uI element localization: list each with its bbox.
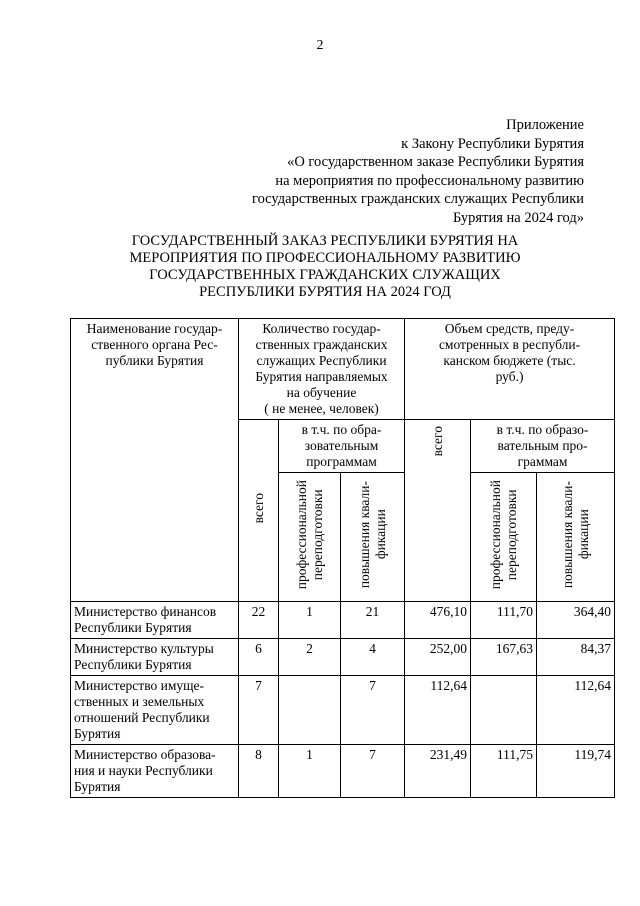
count-total: 6 (239, 639, 279, 676)
subheader-including-budget: в т.ч. по образо- вательным про- граммам (471, 420, 615, 473)
count-total: 7 (239, 676, 279, 745)
org-name: Министерство финансов Республики Бурятия (71, 602, 239, 639)
count-total: 22 (239, 602, 279, 639)
count-retraining: 1 (279, 745, 341, 798)
budget-qualification: 119,74 (537, 745, 615, 798)
table-row (71, 676, 615, 745)
title-line: РЕСПУБЛИКИ БУРЯТИЯ НА 2024 ГОД (199, 284, 451, 300)
budget-total: 112,64 (405, 676, 471, 745)
appendix-line: государственных гражданских служащих Республики (251, 191, 584, 207)
col-budget-retraining-text: профессиональной переподготовки (487, 480, 519, 590)
subheader-budget-total (405, 420, 471, 602)
table-row (71, 639, 615, 676)
appendix-line: «О государственном заказе Республики Бурятия (287, 154, 584, 170)
budget-total: 476,10 (405, 602, 471, 639)
budget-total: 252,00 (405, 639, 471, 676)
appendix-line: на мероприятия по профессиональному развитию (275, 172, 584, 189)
state-order-table (70, 318, 615, 798)
org-name: Министерство культуры Республики Бурятия (71, 639, 239, 676)
title-line: МЕРОПРИЯТИЯ ПО ПРОФЕССИОНАЛЬНОМУ РАЗВИТИЮ (129, 250, 521, 266)
budget-qualification: 364,40 (537, 602, 615, 639)
header-count: Количество государ- ственных гражданских служащих Республики Бурятия направляемых на обучение ( не менее, человек) (239, 319, 405, 420)
subheader-budget-total-text: всего (429, 426, 445, 457)
table-row (71, 745, 615, 798)
col-budget-qualification (537, 473, 615, 602)
title-line: ГОСУДАРСТВЕННЫХ ГРАЖДАНСКИХ СЛУЖАЩИХ (149, 267, 501, 283)
budget-total: 231,49 (405, 745, 471, 798)
col-retraining-text: профессиональной переподготовки (293, 480, 325, 590)
org-name: Министерство образова-ния и науки Республики Бурятия (71, 745, 239, 798)
table-row (71, 602, 615, 639)
appendix-line: Приложение (506, 117, 584, 133)
document-title (66, 233, 584, 301)
count-retraining (279, 676, 341, 745)
budget-retraining: 111,75 (471, 745, 537, 798)
count-total: 8 (239, 745, 279, 798)
col-budget-retraining (471, 473, 537, 602)
page-number: 2 (316, 38, 324, 53)
appendix-line: к Закону Республики Бурятия (401, 135, 584, 152)
header-org: Наименование государ- ственного органа Рес- публики Бурятия (71, 319, 239, 602)
subheader-including: в т.ч. по обра- зовательным программам (279, 420, 405, 473)
budget-retraining: 111,70 (471, 602, 537, 639)
title-line: ГОСУДАРСТВЕННЫЙ ЗАКАЗ РЕСПУБЛИКИ БУРЯТИЯ НА (131, 233, 519, 249)
header-budget: Объем средств, преду- смотренных в республи- канском бюджете (тыс. руб.) (405, 319, 615, 420)
count-qualification: 4 (341, 639, 405, 676)
header-row (71, 319, 615, 420)
budget-qualification: 84,37 (537, 639, 615, 676)
budget-retraining (471, 676, 537, 745)
budget-qualification: 112,64 (537, 676, 615, 745)
col-qualification-text: повышения квали- фикации (356, 481, 388, 589)
col-budget-qualification-text: повышения квали- фикации (559, 481, 591, 589)
count-retraining: 1 (279, 602, 341, 639)
appendix-note (204, 116, 584, 227)
count-qualification: 7 (341, 745, 405, 798)
col-qualification (341, 473, 405, 602)
org-name: Министерство имуще-ственных и земельных отношений Республики Бурятия (71, 676, 239, 745)
appendix-line: Бурятия на 2024 год» (452, 209, 584, 226)
col-retraining (279, 473, 341, 602)
subheader-total-text: всего (250, 493, 266, 524)
budget-retraining: 167,63 (471, 639, 537, 676)
subheader-total (239, 420, 279, 602)
count-retraining: 2 (279, 639, 341, 676)
count-qualification: 21 (341, 602, 405, 639)
count-qualification: 7 (341, 676, 405, 745)
